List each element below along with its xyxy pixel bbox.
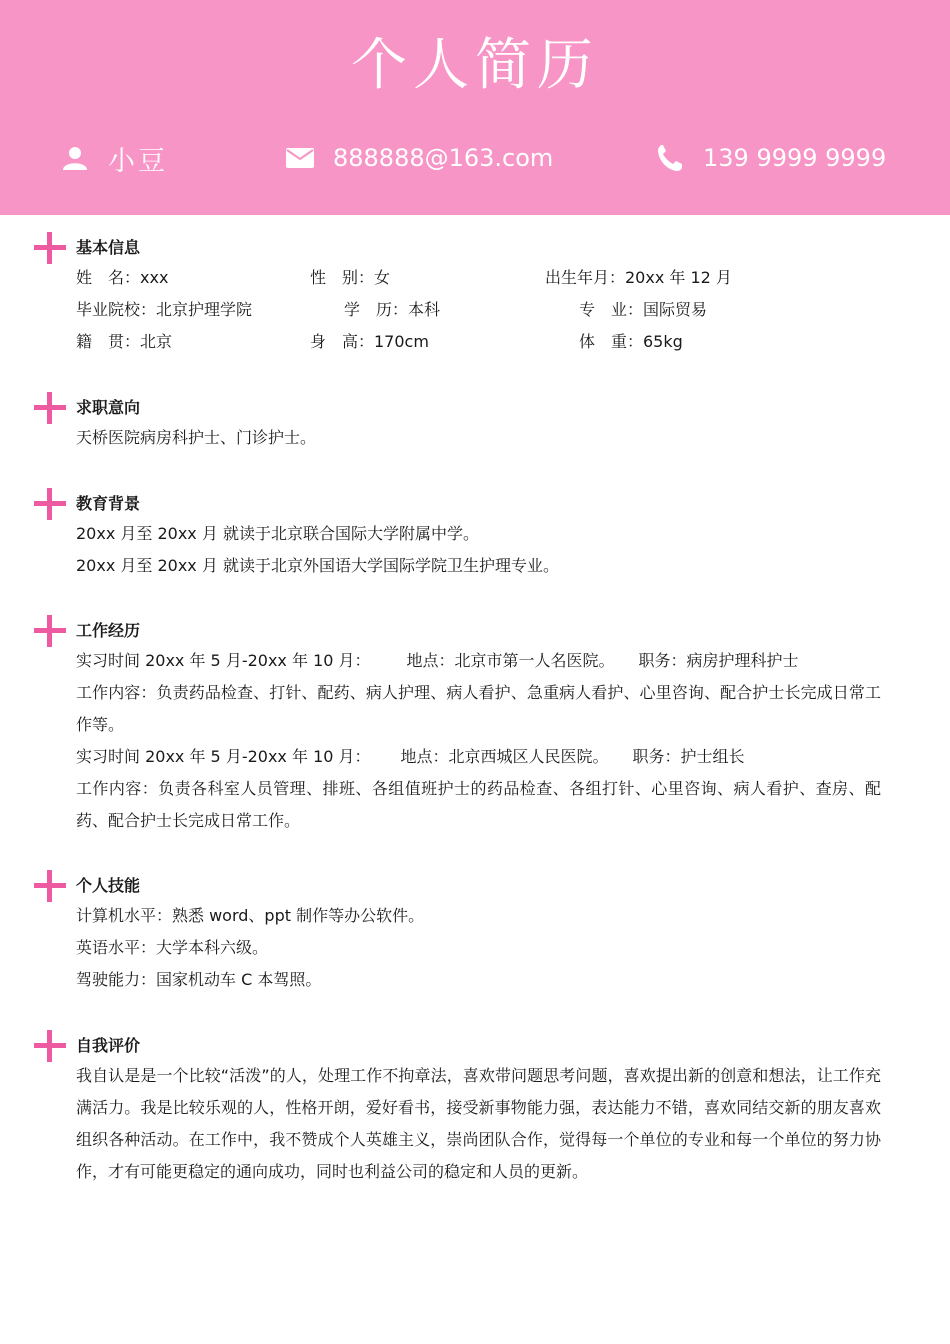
work-role: 职务：护士组长	[632, 747, 745, 766]
email-text[interactable]: 888888@163.com	[333, 144, 554, 172]
plus-icon	[34, 488, 66, 520]
page-title: 个人简历	[351, 33, 599, 98]
work-role: 职务：病房护理科护士	[638, 651, 799, 670]
skill-line: 计算机水平：熟悉 word、ppt 制作等办公软件。	[76, 906, 425, 925]
info-major: 专 业：国际贸易	[579, 300, 708, 319]
self-evaluation-text: 我自认是是一个比较“活泼”的人，处理工作不拘章法，喜欢带问题思考问题，喜欢提出新的创意和想法，让工作充满活力。我是比较乐观的人，性格开朗，爱好看书，接受新事物能力强，表达能力不错，喜欢同结交新的朋友喜欢组织各种活动。在工作中，我不赞成个人英雄主义，崇尚团队合作，觉得每一个单位的专业和每一个单位的努力协作，才有可能更稳定的通向成功，同时也利益公司的稳定和人员的更新。	[76, 1066, 881, 1181]
info-row	[76, 294, 881, 326]
section-title: 基本信息	[76, 238, 141, 257]
user-icon	[60, 143, 90, 173]
section-title: 教育背景	[76, 494, 141, 513]
info-degree: 学 历：本科	[344, 300, 441, 319]
intent-text: 天桥医院病房科护士、门诊护士。	[76, 428, 317, 447]
info-birth: 出生年月：20xx 年 12 月	[545, 268, 732, 287]
work-body	[76, 645, 881, 837]
work-entry-header	[76, 741, 881, 773]
plus-icon	[34, 615, 66, 647]
info-gender: 性 别：女	[310, 268, 391, 287]
work-place: 地点：北京市第一人名医院。	[406, 651, 615, 670]
work-entry-header	[76, 645, 881, 677]
plus-icon	[34, 232, 66, 264]
section-title: 自我评价	[76, 1036, 141, 1055]
work-content: 工作内容：负责药品检查、打针、配药、病人护理、病人看护、急重病人看护、心里咨询、配合护士长完成日常工作等。	[76, 683, 881, 734]
info-weight: 体 重：65kg	[579, 332, 683, 351]
info-row	[76, 326, 881, 358]
plus-icon	[34, 1030, 66, 1062]
contact-email	[285, 138, 553, 178]
skill-line: 驾驶能力：国家机动车 C 本驾照。	[76, 970, 322, 989]
intent-body	[76, 422, 881, 454]
plus-icon	[34, 870, 66, 902]
info-name: 姓 名：xxx	[76, 268, 169, 287]
basic-info-grid	[76, 262, 881, 358]
work-time: 实习时间 20xx 年 5 月-20xx 年 10 月：	[76, 747, 371, 766]
skills-body	[76, 900, 881, 996]
skill-line: 英语水平：大学本科六级。	[76, 938, 269, 957]
education-body	[76, 518, 881, 582]
contact-name	[60, 138, 168, 178]
info-height: 身 高：170cm	[310, 332, 429, 351]
info-row	[76, 262, 881, 294]
mail-icon	[285, 143, 315, 173]
header-banner	[0, 0, 950, 215]
education-line: 20xx 月至 20xx 月 就读于北京外国语大学国际学院卫生护理专业。	[76, 556, 559, 575]
self-body	[76, 1060, 881, 1188]
work-content: 工作内容：负责各科室人员管理、排班、各组值班护士的药品检查、各组打针、心里咨询、病人看护、查房、配药、配合护士长完成日常工作。	[76, 779, 881, 830]
work-place: 地点：北京西城区人民医院。	[400, 747, 609, 766]
name-text: 小豆	[108, 145, 168, 177]
section-title: 个人技能	[76, 876, 141, 895]
phone-icon	[655, 143, 685, 173]
contact-phone	[655, 138, 886, 178]
section-title: 工作经历	[76, 621, 141, 640]
phone-text[interactable]: 139 9999 9999	[703, 144, 887, 172]
plus-icon	[34, 392, 66, 424]
education-line: 20xx 月至 20xx 月 就读于北京联合国际大学附属中学。	[76, 524, 479, 543]
section-title: 求职意向	[76, 398, 141, 417]
info-hometown: 籍 贯：北京	[76, 332, 173, 351]
info-school: 毕业院校：北京护理学院	[76, 300, 253, 319]
work-time: 实习时间 20xx 年 5 月-20xx 年 10 月：	[76, 651, 371, 670]
